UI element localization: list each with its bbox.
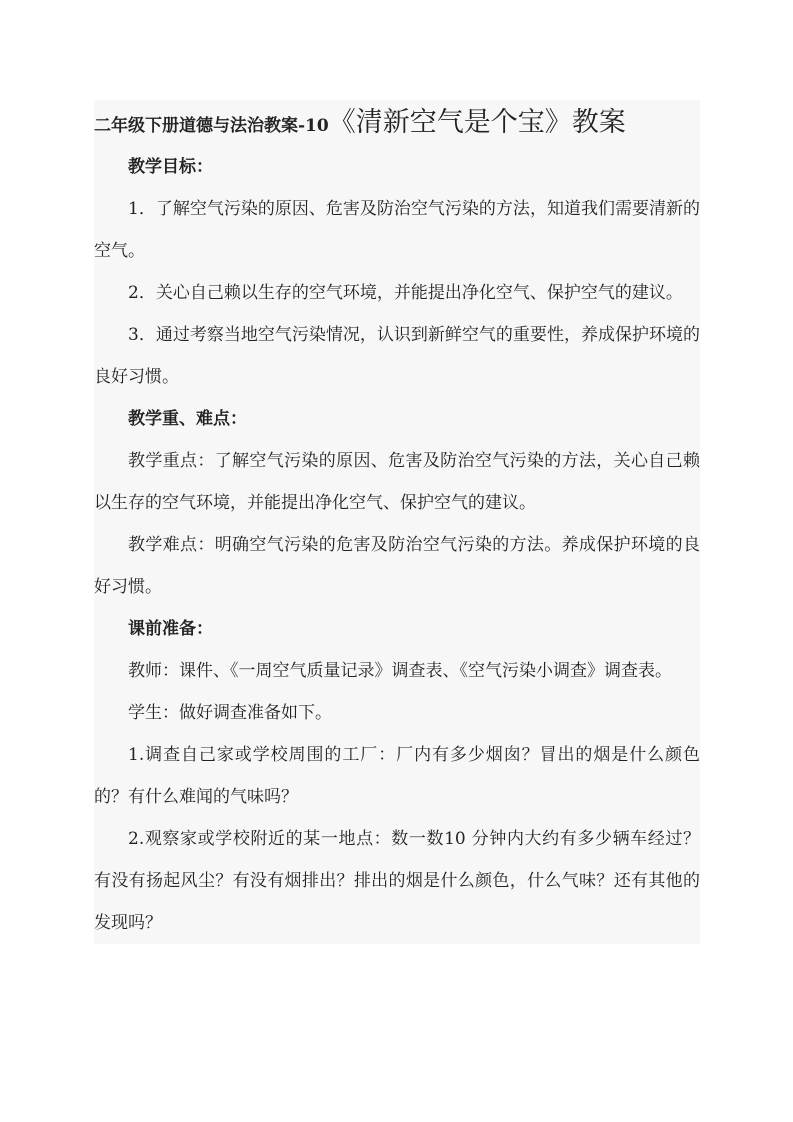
goals-heading: 教学目标： <box>128 157 213 177</box>
goal-item-3: 3．通过考察当地空气污染情况，认识到新鲜空气的重要性，养成保护环境的良好习惯。 <box>94 325 700 387</box>
goal-item-2: 2．关心自己赖以生存的空气环境，并能提出净化空气、保护空气的建议。 <box>128 283 683 303</box>
title-main: 《清新空气是个宝》教案 <box>328 107 626 138</box>
goal-item-1: 1．了解空气污染的原因、危害及防治空气污染的方法，知道我们需要清新的空气。 <box>94 199 700 261</box>
preparation-heading: 课前准备： <box>128 619 213 639</box>
key-point-item-2: 教学难点：明确空气污染的危害及防治空气污染的方法。养成保护环境的良好习惯。 <box>94 535 700 597</box>
preparation-item-3: 1.调查自己家或学校周围的工厂：厂内有多少烟囱？冒出的烟是什么颜色的？有什么难闻的气味吗？ <box>94 745 700 807</box>
preparation-item-2: 学生：做好调查准备如下。 <box>128 703 332 723</box>
document-page <box>94 100 700 944</box>
key-points-heading: 教学重、难点： <box>128 409 247 429</box>
key-point-item-1: 教学重点：了解空气污染的原因、危害及防治空气污染的方法，关心自己赖以生存的空气环境，并能提出净化空气、保护空气的建议。 <box>94 451 700 513</box>
preparation-item-1: 教师：课件、《一周空气质量记录》调查表、《空气污染小调查》调查表。 <box>128 661 672 681</box>
title-prefix: 二年级下册道德与法治教案-10 <box>94 116 329 136</box>
preparation-item-4: 2.观察家或学校附近的某一地点：数一数10 分钟内大约有多少辆车经过？ 有没有扬起风尘？有没有烟排出？排出的烟是什么颜色，什么气味？还有其他的发现吗？ <box>94 829 700 933</box>
document-title <box>94 100 700 146</box>
